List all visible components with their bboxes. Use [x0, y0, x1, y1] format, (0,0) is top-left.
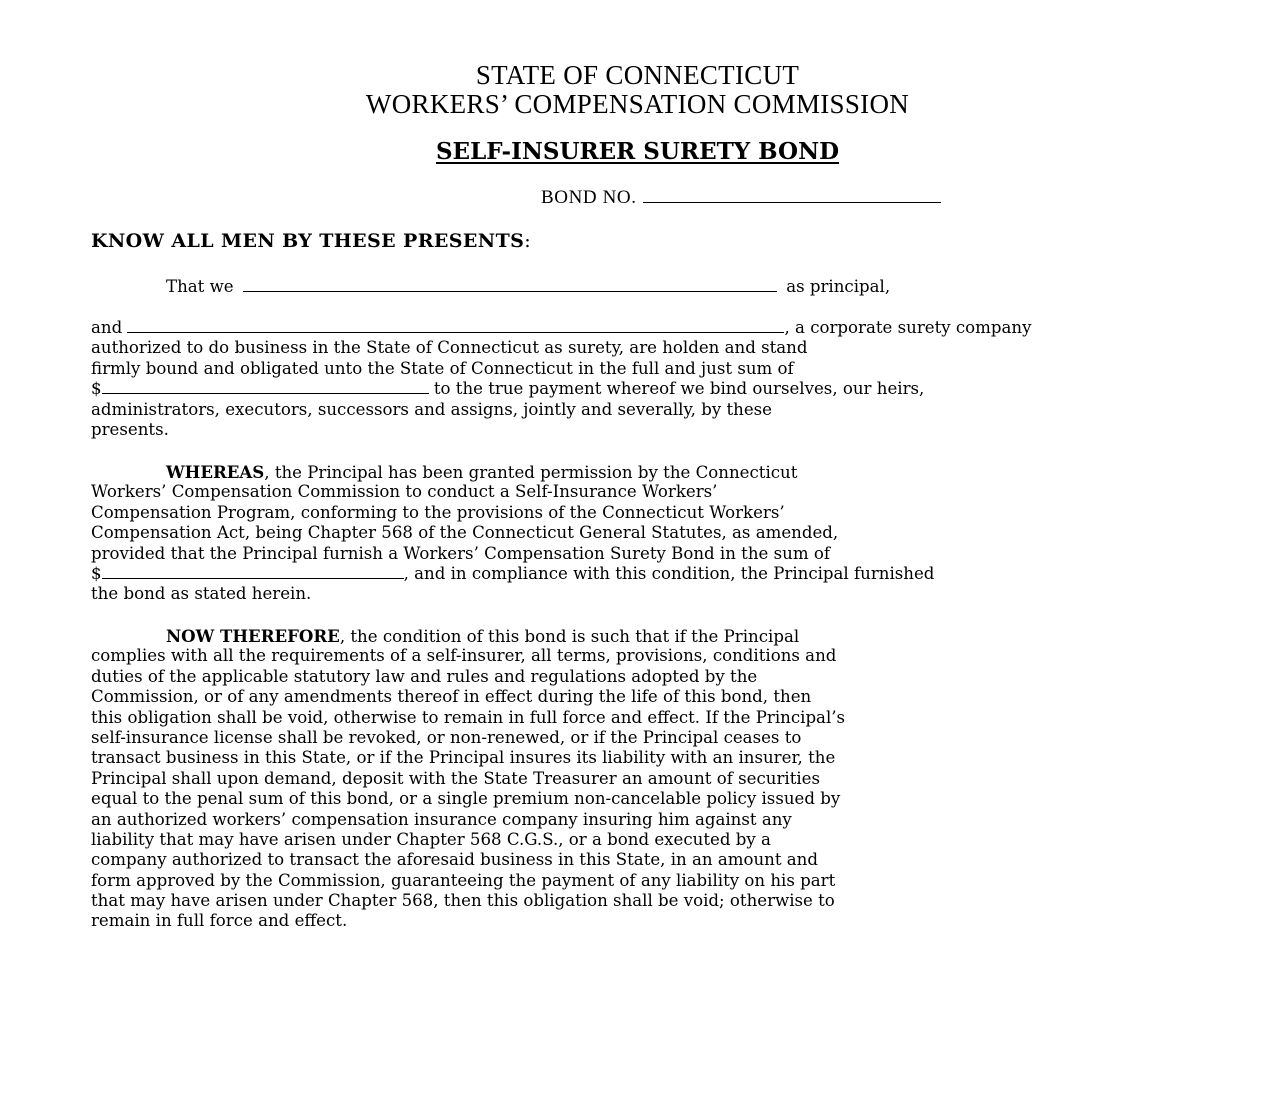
now-therefore-line-2: complies with all the requirements of a self-insurer, all terms, provisions, conditions and	[91, 646, 837, 666]
whereas-line-3: Compensation Program, conforming to the provisions of the Connecticut Workers’	[91, 502, 785, 522]
bond-number-blank	[643, 201, 941, 203]
whereas-line-6	[91, 564, 934, 584]
surety-line-6: presents.	[91, 419, 169, 439]
now-therefore-line-1-text: , the condition of this bond is such that if the Principal	[339, 627, 800, 646]
commission-heading: WORKERS’ COMPENSATION COMMISSION	[365, 89, 910, 119]
know-all-heading	[91, 229, 531, 253]
whereas-line-2: Workers’ Compensation Commission to conduct a Self-Insurance Workers’	[91, 482, 718, 502]
now-therefore-line-7: transact business in this State, or if the Principal insures its liability with an insurer, the	[91, 748, 836, 768]
now-therefore-paragraph	[91, 626, 845, 932]
whereas-line-4: Compensation Act, being Chapter 568 of the Connecticut General Statutes, as amended,	[91, 523, 839, 543]
now-therefore-line-4: Commission, or of any amendments thereof in effect during the life of this bond, then	[91, 687, 812, 707]
bond-title-text: SELF-INSURER SURETY BOND	[435, 138, 840, 165]
whereas-paragraph	[91, 462, 934, 605]
whereas-line-1-text: , the Principal has been granted permission by the Connecticut	[264, 463, 798, 482]
sum-amount-blank	[102, 379, 429, 394]
surety-paragraph	[91, 318, 1032, 440]
now-therefore-line-5: this obligation shall be void, otherwise to remain in full force and effect. If the Principal’s	[91, 707, 846, 727]
now-therefore-line-14: that may have arisen under Chapter 568, then this obligation shall be void; otherwise to	[91, 891, 835, 911]
whereas-line-5: provided that the Principal furnish a Workers’ Compensation Surety Bond in the sum of	[91, 543, 830, 563]
bond-title	[0, 138, 1275, 166]
whereas-keyword: WHEREAS	[166, 462, 265, 482]
surety-line-4-text: to the true payment whereof we bind ourselves, our heirs,	[428, 379, 925, 399]
know-all-text: KNOW ALL MEN BY THESE PRESENTS	[91, 230, 525, 252]
now-therefore-keyword: NOW THEREFORE	[166, 626, 340, 646]
now-therefore-line-1	[91, 626, 845, 646]
now-therefore-line-12: company authorized to transact the aforesaid business in this State, in an amount and	[91, 850, 818, 870]
principal-name-blank	[243, 277, 777, 292]
surety-company-blank	[127, 318, 784, 333]
bond-sum-blank	[102, 564, 404, 579]
that-we-label: That we	[166, 277, 234, 296]
surety-line-3: firmly bound and obligated unto the State of Connecticut in the full and just sum of	[91, 358, 794, 378]
dollar-sign: $	[91, 379, 102, 399]
now-therefore-line-9: equal to the penal sum of this bond, or a single premium non-cancelable policy issued by	[91, 789, 841, 809]
surety-line-1-text: , a corporate surety company	[784, 318, 1032, 337]
now-therefore-line-11: liability that may have arisen under Chapter 568 C.G.S., or a bond executed by a	[91, 829, 771, 849]
surety-line-2: authorized to do business in the State of Connecticut as surety, are holden and stand	[91, 338, 808, 358]
dollar-sign: $	[91, 563, 102, 583]
surety-line-5: administrators, executors, successors and assigns, jointly and severally, by these	[91, 399, 772, 419]
now-therefore-line-6: self-insurance license shall be revoked, or non-renewed, or if the Principal ceases to	[91, 727, 802, 747]
now-therefore-line-8: Principal shall upon demand, deposit with the State Treasurer an amount of securities	[91, 768, 821, 788]
that-we-line	[166, 277, 890, 297]
now-therefore-line-10: an authorized workers’ compensation insurance company insuring him against any	[91, 809, 792, 829]
surety-line-1	[91, 318, 1032, 338]
as-principal-label: as principal,	[786, 277, 891, 296]
now-therefore-line-13: form approved by the Commission, guaranteeing the payment of any liability on his part	[91, 870, 836, 890]
bond-number-label: BOND NO.	[541, 187, 637, 208]
now-therefore-line-3: duties of the applicable statutory law and rules and regulations adopted by the	[91, 666, 758, 686]
and-label: and	[91, 318, 123, 337]
surety-line-4	[91, 379, 1032, 399]
bond-number-line	[541, 187, 941, 209]
whereas-line-1	[91, 462, 934, 482]
know-all-colon: :	[524, 230, 531, 252]
now-therefore-line-15: remain in full force and effect.	[91, 911, 348, 931]
whereas-line-7: the bond as stated herein.	[91, 584, 312, 604]
whereas-line-6-text: , and in compliance with this condition, the Principal furnished	[403, 563, 935, 583]
state-heading: STATE OF CONNECTICUT	[475, 60, 800, 90]
